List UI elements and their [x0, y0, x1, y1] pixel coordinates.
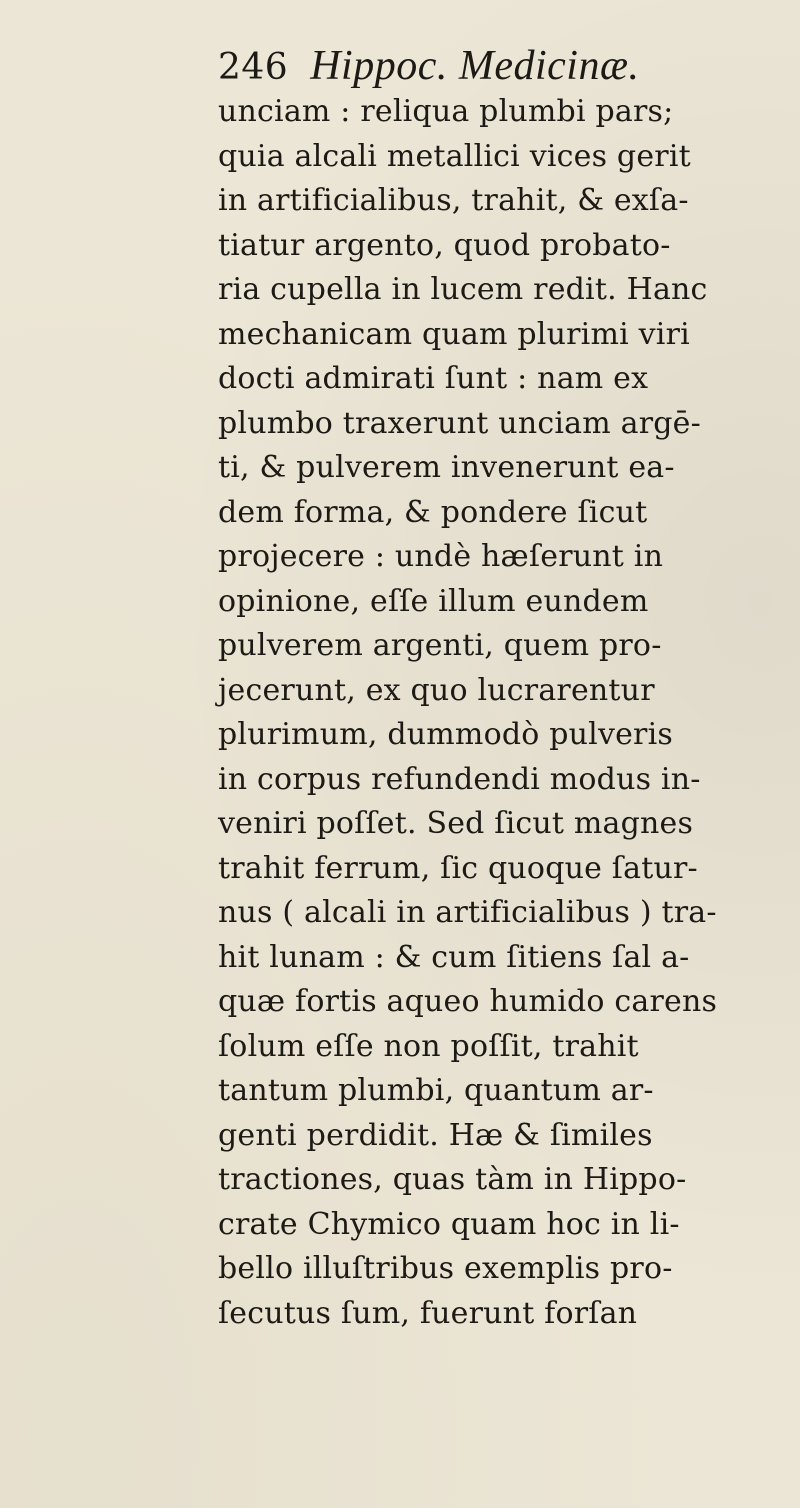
text-line: hit lunam : & cum ſitiens ſal a-: [218, 939, 690, 975]
text-line: in artificialibus, trahit, & exſa-: [218, 183, 689, 218]
page-number: 246: [218, 47, 289, 88]
running-title: Hippoc. Medicinæ.: [310, 43, 640, 89]
text-line: projecere : undè hæſerunt in: [218, 539, 664, 574]
text-line: ti, & pulverem invenerunt ea-: [218, 450, 675, 485]
text-line: trahit ferrum, ſic quoque ſatur-: [218, 850, 698, 886]
text-line: ria cupella in lucem redit. Hanc: [218, 272, 708, 307]
text-line: docti admirati ſunt : nam ex: [218, 361, 649, 396]
text-line: nus ( alcali in artificialibus ) tra-: [218, 895, 717, 930]
text-line: ſecutus ſum, fuerunt forſan: [218, 1295, 638, 1331]
text-line: unciam : reliqua plumbi pars;: [218, 94, 674, 129]
text-line: genti perdidit. Hæ & ſimiles: [218, 1117, 653, 1153]
text-line: jecerunt, ex quo lucrarentur: [218, 672, 655, 708]
text-line: dem forma, & pondere ſicut: [218, 494, 648, 530]
text-line: mechanicam quam plurimi viri: [218, 316, 690, 352]
body-text: [218, 90, 778, 1336]
text-line: quia alcali metallici vices gerit: [218, 138, 691, 174]
text-line: plumbo traxerunt unciam argē-: [218, 405, 701, 441]
text-line: tiatur argento, quod probato-: [218, 227, 671, 263]
text-line: in corpus refundendi modus in-: [218, 761, 701, 797]
text-line: plurimum, dummodò pulveris: [218, 717, 673, 752]
text-line: tantum plumbi, quantum ar-: [218, 1073, 654, 1108]
text-line: pulverem argenti, quem pro-: [218, 628, 662, 663]
text-line: quæ fortis aqueo humido carens: [218, 984, 718, 1019]
text-line: opinione, eſſe illum eundem: [218, 583, 649, 619]
text-line: veniri poſſet. Sed ſicut magnes: [218, 806, 694, 841]
text-line: ſolum eſſe non poſſit, trahit: [218, 1028, 639, 1064]
text-line: tractiones, quas tàm in Hippo-: [218, 1162, 687, 1197]
text-line: crate Chymico quam hoc in li-: [218, 1206, 680, 1242]
text-line: bello illuſtribus exemplis pro-: [218, 1251, 673, 1286]
